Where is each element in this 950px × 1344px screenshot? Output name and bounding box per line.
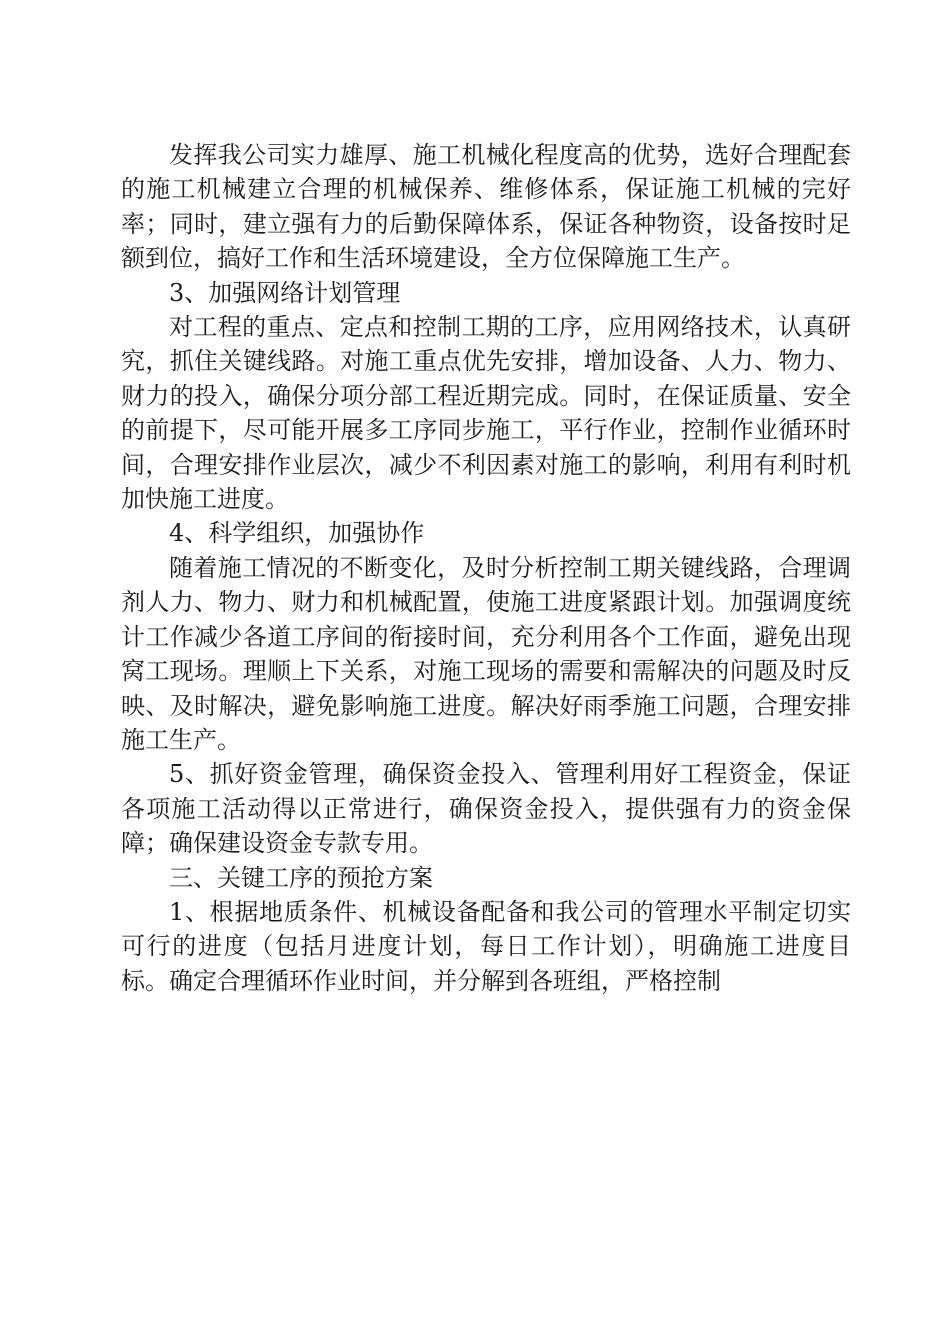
paragraph-scientific-organization: 随着施工情况的不断变化，及时分析控制工期关键线路，合理调剂人力、物力、财力和机械配置，使施工进度紧跟计划。加强调度统计工作减少各道工序间的衔接时间，充分利用各个工作面，避免出现窝工现场。理顺上下关系，对施工现场的需要和需解决的问题及时反映、及时解决，避免影响施工进度。解决好雨季施工问题，合理安排施工生产。	[121, 553, 851, 754]
paragraph-funding-management: 5、抓好资金管理，确保资金投入、管理利用好工程资金，保证各项施工活动得以正常进行，确保资金投入，提供强有力的资金保障；确保建设资金专款专用。	[121, 760, 851, 858]
document-body	[121, 138, 851, 998]
paragraph-progress-plan: 1、根据地质条件、机械设备配备和我公司的管理水平制定切实可行的进度（包括月进度计划，每日工作计划），明确施工进度目标。确定合理循环作业时间，并分解到各班组，严格控制	[121, 897, 851, 995]
heading-scientific-organization: 4、科学组织，加强协作	[169, 519, 425, 548]
heading-network-plan: 3、加强网络计划管理	[169, 278, 401, 307]
heading-key-process-plan: 三、关键工序的预抢方案	[169, 863, 433, 892]
paragraph-machinery: 发挥我公司实力雄厚、施工机械化程度高的优势，选好合理配套的施工机械建立合理的机械保养、维修体系，保证施工机械的完好率；同时，建立强有力的后勤保障体系，保证各种物资，设备按时足额到位，搞好工作和生活环境建设，全方位保障施工生产。	[121, 141, 851, 273]
paragraph-network-plan: 对工程的重点、定点和控制工期的工序，应用网络技术，认真研究，抓住关键线路。对施工重点优先安排，增加设备、人力、物力、财力的投入，确保分项分部工程近期完成。同时，在保证质量、安全的前提下，尽可能开展多工序同步施工，平行作业，控制作业循环时间，合理安排作业层次，减少不利因素对施工的影响，利用有利时机加快施工进度。	[121, 313, 851, 514]
